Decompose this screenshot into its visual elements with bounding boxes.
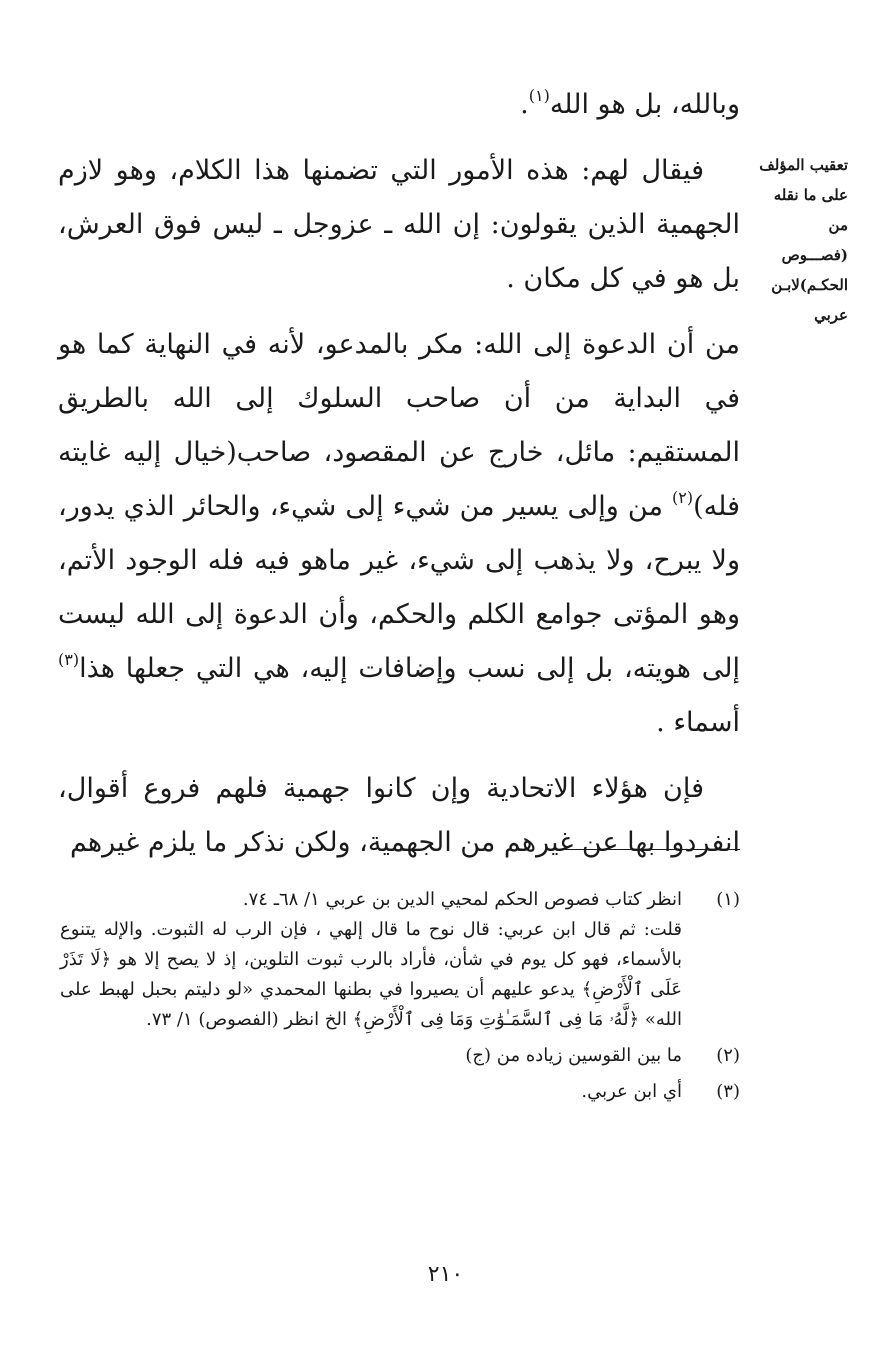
footnote-3 xyxy=(60,1077,740,1107)
footnote-2 xyxy=(60,1041,740,1071)
margin-note-line: الحكـم)لابـن xyxy=(771,276,848,294)
footnote-number: (٣) xyxy=(716,1081,740,1102)
footnote-ref-2: (٢) xyxy=(672,488,694,507)
paragraph-text: من أن الدعوة إلى الله: مكر بالمدعو، لأنه في النهاية كما هو في البداية من أن صاحب السلوك إلى الله بالطريق المستقيم: مائل، خارج عن المقصود، صاحب(خيال إليه غايته فله) xyxy=(58,329,740,522)
paragraph-1 xyxy=(58,78,740,132)
margin-note-line: عربي xyxy=(814,306,848,324)
paragraph-4: فإن هؤلاء الاتحادية وإن كانوا جهمية فلهم فروع أقوال، انفردوا بها عن غيرهم من الجهمية، ولكن نذكر ما يلزم غيرهم xyxy=(58,773,740,858)
footnote-line: ما بين القوسين زياده من (ج) xyxy=(465,1045,682,1066)
margin-note-line: تعقيب المؤلف xyxy=(759,156,848,174)
margin-note-line: على ما نقله من xyxy=(773,186,848,234)
margin-note xyxy=(752,150,848,330)
paragraph-2: فيقال لهم: هذه الأمور التي تضمنها هذا الكلام، وهو لازم الجهمية الذين يقولون: إن الله ـ عزوجل ـ ليس فوق العرش، بل هو في كل مكان . xyxy=(58,155,740,294)
footnote-line: قلت: ثم قال ابن عربي: قال نوح ما قال إلهي ، فإن الرب له الثبوت. والإله يتنوع بالأسماء، فهو كل يوم في شأن، فأراد بالرب ثبوت التلوين، إذ لا يصح إلا هو ﴿لَا تَذَرْ عَلَى ٱلْأَرْضِ﴾ يدعو عليهم أن يصيروا في بطنها المحمدي «لو دليتم بحبل لهبط على الله» ﴿لَّهُۥ مَا فِى ٱلسَّمَـٰوَٰتِ وَمَا فِى ٱلْأَرْضِ﴾ الخ انظر (الفصوص) ١/ ٧٣. xyxy=(60,919,682,1030)
footnote-body xyxy=(60,1077,682,1107)
footnote-ref-3: (٣) xyxy=(58,650,80,669)
footnote-number: (١) xyxy=(716,889,740,910)
paragraph-text: من وإلى يسير من شيء إلى شيء، والحائر الذي يدور، ولا يبرح، ولا يذهب إلى شيء، غير ماهو فيه فله الوجود الأتم، وهو المؤتى جوامع الكلم والحكم، وأن الدعوة إلى الله ليست إلى هويته، بل إلى نسب وإضافات إليه، هي التي جعلها هذا xyxy=(58,491,740,684)
paragraph-end: . xyxy=(520,89,529,120)
footnote-ref-1: (١) xyxy=(528,86,550,105)
footnote-line: أي ابن عربي. xyxy=(581,1081,682,1102)
footnotes xyxy=(60,885,740,1113)
paragraph-text: أسماء . xyxy=(656,707,740,738)
footnote-number: (٢) xyxy=(716,1045,740,1066)
margin-note-line: (فصـــوص xyxy=(781,246,848,264)
paragraph-3 xyxy=(58,318,740,750)
footnote-body xyxy=(60,885,682,1035)
footnote-body xyxy=(60,1041,682,1071)
footnote-line: انظر كتاب فصوص الحكم لمحيي الدين بن عربي ١/ ٦٨ـ ٧٤. xyxy=(242,889,682,910)
page-number: ٢١٠ xyxy=(427,1262,464,1287)
paragraph-text: وبالله، بل هو الله xyxy=(549,89,740,120)
footnote-divider xyxy=(545,849,740,850)
footnote-1 xyxy=(60,885,740,1035)
main-text xyxy=(58,78,740,882)
